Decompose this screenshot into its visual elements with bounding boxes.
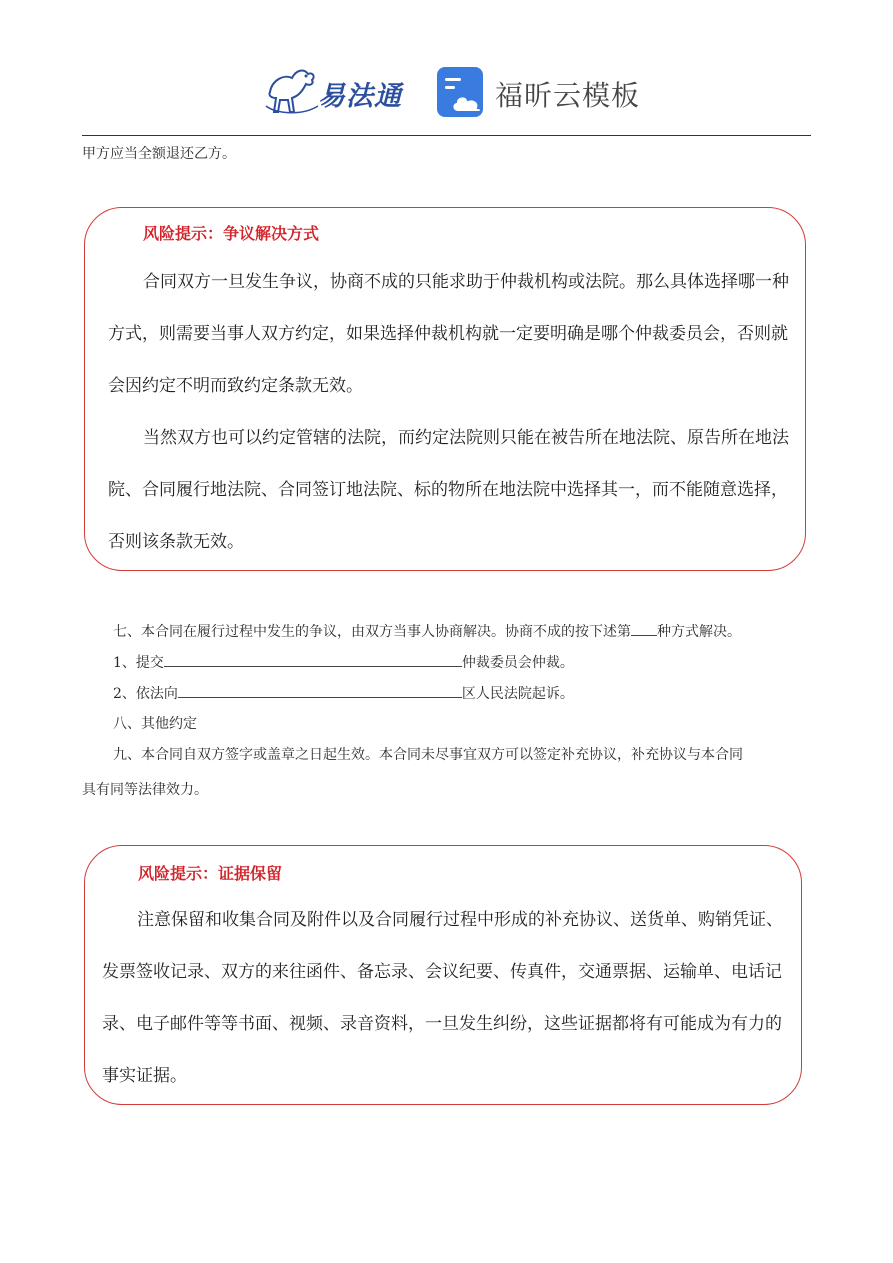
clause-7-1 <box>113 652 574 673</box>
risk-paragraph-dispute-2 <box>108 412 793 568</box>
blank-method-number[interactable] <box>631 621 657 636</box>
cloud-template-icon <box>436 66 488 118</box>
brand-right-text: 福昕云模板 <box>495 79 641 112</box>
risk-line: 方式，则需要当事人双方约定，如果选择仲裁机构就一定要明确是哪个仲裁委员会，否则就 <box>108 324 788 344</box>
risk-title-dispute: 风险提示：争议解决方式 <box>143 224 320 243</box>
brand-left-text: 易法通 <box>318 81 402 112</box>
risk-title-evidence: 风险提示：证据保留 <box>138 864 283 883</box>
clause-7 <box>113 621 741 642</box>
blank-district-court[interactable] <box>178 683 462 698</box>
risk-line: 否则该条款无效。 <box>108 532 244 552</box>
risk-line: 院、合同履行地法院、合同签订地法院、标的物所在地法院中选择其一，而不能随意选择， <box>108 480 788 500</box>
clause-9-line1: 九、本合同自双方签字或盖章之日起生效。本合同未尽事宜双方可以签定补充协议，补充协议与本合同 <box>113 747 743 763</box>
clause-7-2-text-a: 2、依法向 <box>113 686 178 702</box>
blank-arbitration-committee[interactable] <box>164 652 462 667</box>
risk-line: 会因约定不明而致约定条款无效。 <box>108 376 363 396</box>
clause-7-2 <box>113 683 574 704</box>
risk-line: 录、电子邮件等等书面、视频、录音资料，一旦发生纠纷，这些证据都将有可能成为有力的 <box>102 1014 782 1034</box>
clause-7-1-text-b: 仲裁委员会仲裁。 <box>461 655 574 671</box>
horse-logo-icon <box>262 62 322 118</box>
risk-paragraph-evidence <box>102 894 792 1102</box>
clause-7-text-b: 种方式解决。 <box>657 624 741 640</box>
risk-paragraph-dispute-1 <box>108 256 793 412</box>
intro-line: 甲方应当全额退还乙方。 <box>82 146 236 162</box>
clause-7-text-a: 七、本合同在履行过程中发生的争议，由双方当事人协商解决。协商不成的按下述第 <box>113 624 631 640</box>
page-header <box>0 0 893 136</box>
risk-line: 当然双方也可以约定管辖的法院，而约定法院则只能在被告所在地法院、原告所在地法 <box>143 428 789 448</box>
risk-line: 事实证据。 <box>102 1066 187 1086</box>
header-divider <box>82 135 811 136</box>
clause-7-2-text-b: 区人民法院起诉。 <box>461 686 574 702</box>
clause-8: 八、其他约定 <box>113 716 197 732</box>
risk-line: 发票签收记录、双方的来往函件、备忘录、会议纪要、传真件，交通票据、运输单、电话记 <box>102 962 782 982</box>
clause-9-line2: 具有同等法律效力。 <box>82 782 208 798</box>
clause-7-1-text-a: 1、提交 <box>113 655 164 671</box>
risk-line: 注意保留和收集合同及附件以及合同履行过程中形成的补充协议、送货单、购销凭证、 <box>137 910 783 930</box>
risk-line: 合同双方一旦发生争议，协商不成的只能求助于仲裁机构或法院。那么具体选择哪一种 <box>143 272 789 292</box>
